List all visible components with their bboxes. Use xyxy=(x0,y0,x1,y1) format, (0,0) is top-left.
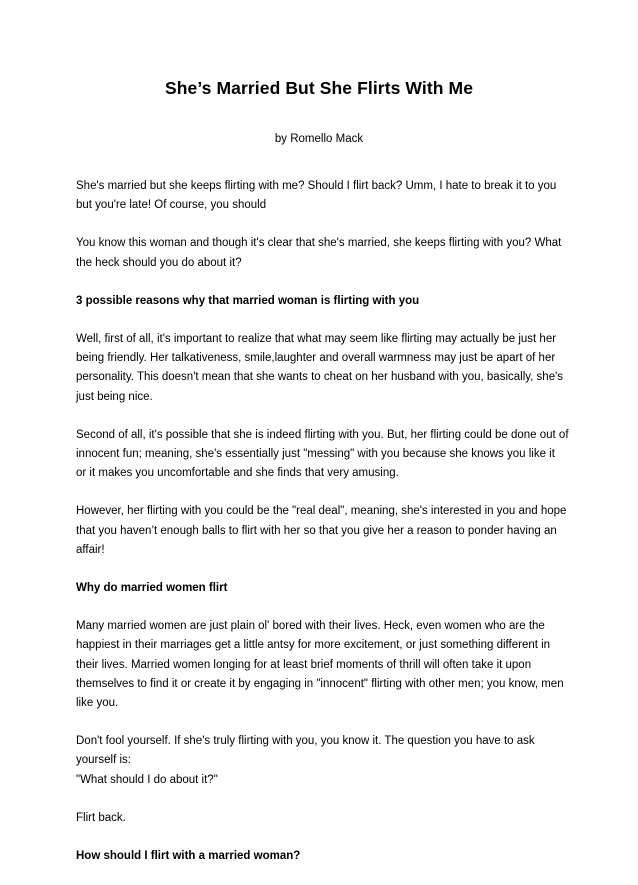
body-paragraph xyxy=(76,177,596,215)
text-line: personality. This doesn't mean that she wants to cheat on her husband with you, basically, she's xyxy=(76,371,564,384)
text-line: Many married women are just plain ol' bored with their lives. Heck, even women who are the xyxy=(76,620,545,633)
text-line: themselves to find it or create it by engaging in "innocent" flirting with other men; you know, men xyxy=(76,677,564,690)
text-line: Flirt back. xyxy=(76,811,126,824)
body-paragraph xyxy=(76,502,596,560)
text-line: How should I flirt with a married woman? xyxy=(76,850,301,863)
text-line: She's married but she keeps flirting with me? Should I flirt back? Umm, I hate to break it to you xyxy=(76,180,557,192)
text-line: affair! xyxy=(76,543,105,556)
text-line: However, her flirting with you could be the "real deal", meaning, she's interested in you and hope xyxy=(76,505,567,518)
document-byline: by Romello Mack xyxy=(274,133,364,145)
document-title: She’s Married But She Flirts With Me xyxy=(164,78,474,98)
text-line: or it makes you uncomfortable and she finds that very amusing. xyxy=(76,467,399,480)
body-paragraph xyxy=(76,732,596,790)
text-line: their lives. Married women longing for at least brief moments of thrill will often take it upon xyxy=(76,658,532,671)
text-line: but you're late! Of course, you should xyxy=(76,199,267,212)
text-line: Well, first of all, it's important to realize that what may seem like flirting may actually be just her xyxy=(76,333,557,346)
body-paragraph xyxy=(76,426,596,484)
text-line: "What should I do about it?" xyxy=(76,773,218,786)
body-paragraph xyxy=(76,330,596,407)
body-paragraph xyxy=(76,234,596,272)
text-line: just being nice. xyxy=(76,390,153,403)
section-heading xyxy=(76,579,596,598)
section-heading xyxy=(76,847,596,866)
body-paragraph xyxy=(76,617,596,713)
text-line: being friendly. Her talkativeness, smile,laughter and overall warmness may just be apart of her xyxy=(76,352,556,365)
document-body xyxy=(76,177,596,885)
text-line: innocent fun; meaning, she's essentially just "messing" with you because she knows you like it xyxy=(76,448,555,461)
text-line: happiest in their marriages get a little antsy for more excitement, or just something different in xyxy=(76,639,551,652)
text-line: like you. xyxy=(76,697,119,710)
text-line: the heck should you do about it? xyxy=(76,256,242,269)
text-line: Second of all, it's possible that she is indeed flirting with you. But, her flirting could be done out of xyxy=(76,428,569,441)
text-line: that you haven’t enough balls to flirt with her so that you give her a reason to ponder having an xyxy=(76,524,557,537)
text-line: yourself is: xyxy=(76,754,131,767)
body-paragraph xyxy=(76,809,596,828)
text-line: 3 possible reasons why that married woman is flirting with you xyxy=(76,294,420,307)
text-line: Don't fool yourself. If she's truly flirting with you, you know it. The question you have to ask xyxy=(76,735,535,748)
text-line: Why do married women flirt xyxy=(76,582,228,595)
section-heading xyxy=(76,292,596,311)
text-line: You know this woman and though it's clear that she's married, she keeps flirting with you? What xyxy=(76,237,562,250)
